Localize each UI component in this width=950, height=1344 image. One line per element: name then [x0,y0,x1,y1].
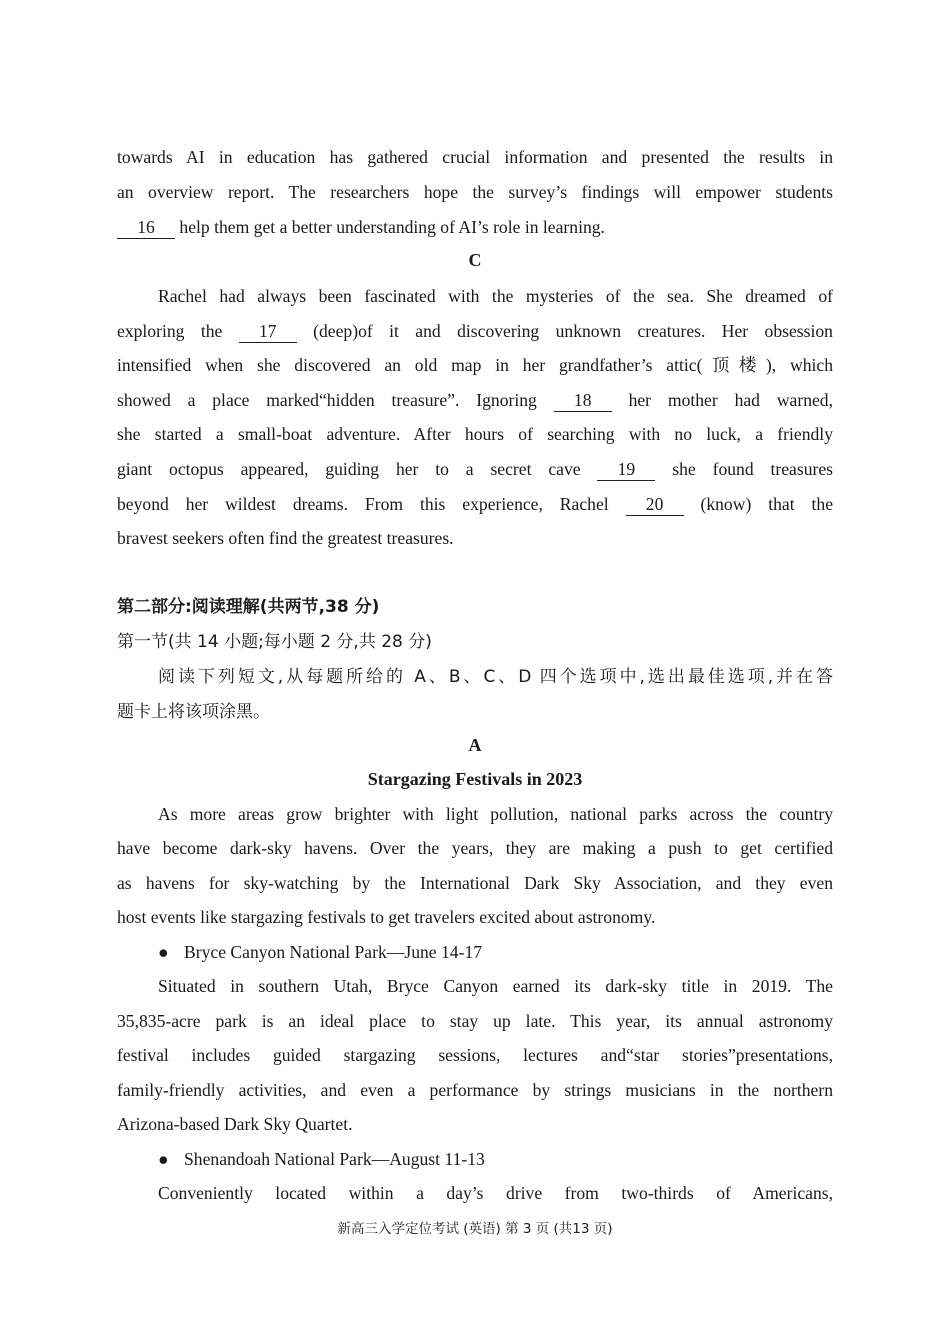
text-line [117,316,833,346]
instruction-line: 阅读下列短文,从每题所给的 A、B、C、D 四个选项中,选出最佳选项,并在答 [158,667,833,687]
text-line: Rachel had always been fascinated with the mysteries of the sea. She dreamed of [158,286,833,306]
text-line: she started a small-boat adventure. After hours of searching with no luck, a friendly [117,424,833,444]
passage-title: Stargazing Festivals in 2023 [367,769,583,789]
blank-16: 16 [117,216,175,239]
bullet-icon: ● [158,942,169,962]
part2-title: 第二部分:阅读理解(共两节,38 分) [117,597,380,617]
text-line: towards AI in education has gathered crucial information and presented the results in [117,147,833,167]
text-line [117,385,833,415]
blank-17: 17 [239,320,297,343]
text-fragment: giant octopus appeared, guiding her to a secret cave [117,459,581,479]
instruction-line: 题卡上将该项涂黑。 [117,702,270,722]
text-fragment: her mother had warned, [628,390,834,410]
part2-subtitle: 第一节(共 14 小题;每小题 2 分,共 28 分) [117,632,432,652]
text-line: Conveniently located within a day’s drive from two-thirds of Americans, [158,1183,833,1203]
text-line: festival includes guided stargazing sessions, lectures and“star stories”presentations, [117,1045,833,1065]
text-line: have become dark-sky havens. Over the years, they are making a push to get certified [117,838,833,858]
text-line [117,212,833,242]
text-fragment: (know) that the [700,494,833,514]
text-line: an overview report. The researchers hope the survey’s findings will empower students [117,182,833,202]
text-fragment: she found treasures [672,459,834,479]
list-item-label: Bryce Canyon National Park—June 14-17 [184,942,483,962]
text-fragment: (deep)of it and discovering unknown creatures. Her obsession [313,321,833,341]
text-line: host events like stargazing festivals to get travelers excited about astronomy. [117,907,656,927]
passage-heading-a: A [468,735,482,755]
text-line [117,454,833,484]
page-footer: 新高三入学定位考试 (英语) 第 3 页 (共13 页) [337,1221,613,1237]
text-line: bravest seekers often find the greatest treasures. [117,528,454,548]
blank-18: 18 [554,389,612,412]
section-heading-c: C [468,250,482,270]
text-line: family-friendly activities, and even a performance by strings musicians in the northern [117,1080,833,1100]
list-item [158,937,833,967]
blank-20: 20 [626,493,684,516]
text-fragment: showed a place marked“hidden treasure”. Ignoring [117,390,537,410]
list-item [158,1144,833,1174]
list-item-label: Shenandoah National Park—August 11-13 [184,1149,485,1169]
text-line: intensified when she discovered an old map in her grandfather’s attic(顶楼), which [117,355,833,375]
text-fragment: help them get a better understanding of AI’s role in learning. [179,217,605,237]
bullet-icon: ● [158,1149,169,1169]
text-line: Arizona-based Dark Sky Quartet. [117,1114,353,1134]
text-line: As more areas grow brighter with light pollution, national parks across the country [158,804,833,824]
text-line: 35,835-acre park is an ideal place to stay up late. This year, its annual astronomy [117,1011,833,1031]
text-fragment: beyond her wildest dreams. From this experience, Rachel [117,494,609,514]
text-line [117,489,833,519]
text-line: as havens for sky-watching by the International Dark Sky Association, and they even [117,873,833,893]
blank-19: 19 [597,458,655,481]
text-fragment: exploring the [117,321,223,341]
text-line: Situated in southern Utah, Bryce Canyon earned its dark-sky title in 2019. The [158,976,833,996]
